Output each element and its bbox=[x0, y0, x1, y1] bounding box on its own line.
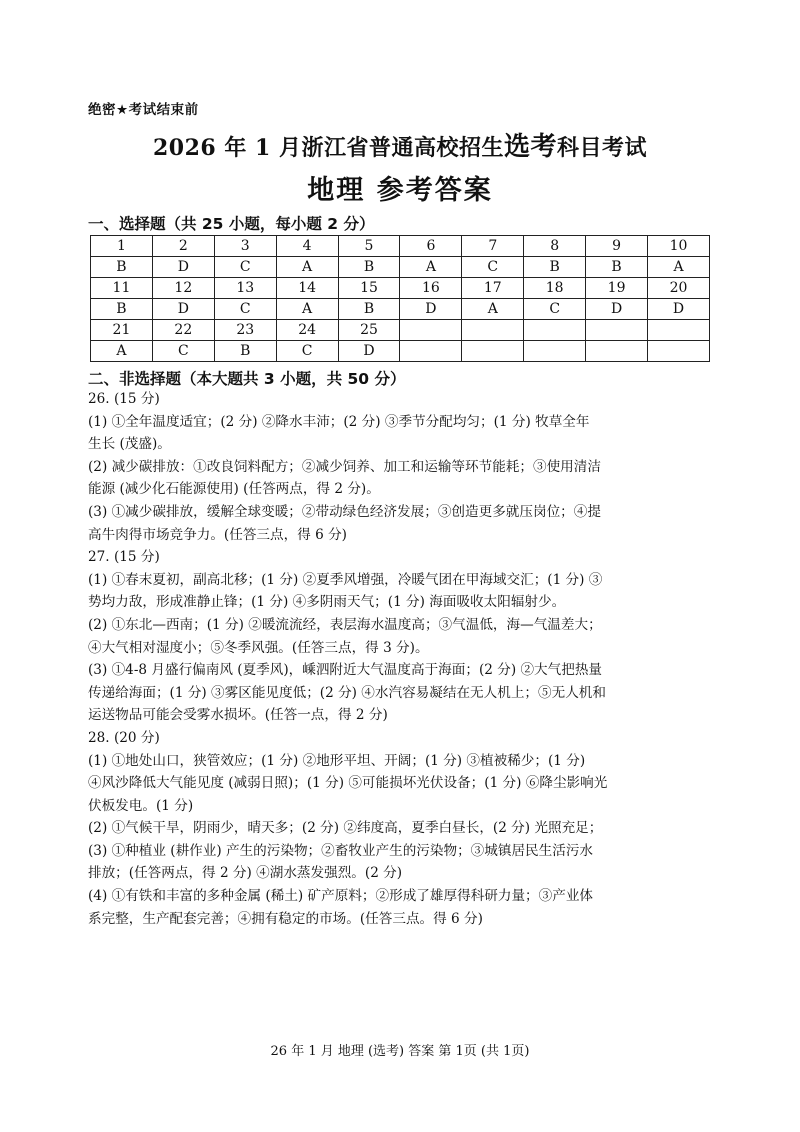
question-number-cell: 12 bbox=[152, 278, 214, 299]
answer-cell: C bbox=[276, 341, 338, 362]
answer-line: ④大气相对湿度小；⑤冬季风强。(任答三点，得 3 分)。 bbox=[88, 639, 429, 656]
question-number-cell: 8 bbox=[524, 236, 586, 257]
answer-cell: D bbox=[338, 341, 400, 362]
answer-line: (2) 减少碳排放：①改良饲料配方；②减少饲养、加工和运输等环节能耗；③使用清洁 bbox=[88, 458, 601, 475]
answer-row bbox=[91, 341, 710, 362]
answer-cell: B bbox=[214, 341, 276, 362]
answer-line: (3) ①4-8 月盛行偏南风 (夏季风)，嵊泗附近大气温度高于海面；(2 分) ②大气把热量 bbox=[88, 662, 603, 679]
answer-table bbox=[90, 235, 710, 362]
answer-line: 运送物品可能会受雾水损坏。(任答一点，得 2 分) bbox=[88, 707, 388, 724]
question-number-cell: 13 bbox=[214, 278, 276, 299]
question-number-cell bbox=[648, 320, 710, 341]
answer-line: 伏板发电。(1 分) bbox=[88, 797, 194, 814]
question-number-cell: 4 bbox=[276, 236, 338, 257]
answer-cell: B bbox=[91, 257, 153, 278]
secret-label: 绝密★考试结束前 bbox=[88, 102, 199, 118]
answer-cell: A bbox=[400, 257, 462, 278]
answer-cell bbox=[648, 341, 710, 362]
answer-cell: A bbox=[276, 257, 338, 278]
answer-cell: B bbox=[338, 299, 400, 320]
title-suffix: 科目考试 bbox=[557, 135, 648, 161]
question-number-cell bbox=[462, 320, 524, 341]
question-number-cell: 16 bbox=[400, 278, 462, 299]
answer-cell: A bbox=[91, 341, 153, 362]
answer-cell bbox=[524, 341, 586, 362]
question-number-row bbox=[91, 320, 710, 341]
answer-cell: B bbox=[91, 299, 153, 320]
question-number-cell: 2 bbox=[152, 236, 214, 257]
question-number-cell: 3 bbox=[214, 236, 276, 257]
title-prefix: 2026 年 1 月浙江省普通高校招生 bbox=[152, 135, 504, 161]
answer-table-body bbox=[91, 236, 710, 362]
answer-line: ④风沙降低大气能见度 (减弱日照)；(1 分) ⑤可能损坏光伏设备；(1 分) ⑥降尘影响光 bbox=[88, 775, 608, 792]
answer-line: 26. (15 分) bbox=[88, 391, 160, 407]
answer-line: (4) ①有铁和丰富的多种金属 (稀土) 矿产原料；②形成了雄厚得科研力量；③产业体 bbox=[88, 888, 594, 905]
question-number-cell: 15 bbox=[338, 278, 400, 299]
answer-cell: D bbox=[400, 299, 462, 320]
answer-cell: C bbox=[214, 257, 276, 278]
question-number-cell: 1 bbox=[91, 236, 153, 257]
page-title bbox=[0, 126, 800, 163]
question-number-row bbox=[91, 278, 710, 299]
question-number-cell: 14 bbox=[276, 278, 338, 299]
answer-cell: C bbox=[462, 257, 524, 278]
answer-cell: A bbox=[648, 257, 710, 278]
page-subtitle: 地理 参考答案 bbox=[307, 175, 493, 206]
answer-cell: B bbox=[586, 257, 648, 278]
answer-line: 高牛肉得市场竞争力。(任答三点，得 6 分) bbox=[88, 526, 347, 543]
answer-cell: D bbox=[152, 299, 214, 320]
answer-line: 27. (15 分) bbox=[88, 549, 160, 566]
answer-cell: C bbox=[152, 341, 214, 362]
answer-cell: B bbox=[524, 257, 586, 278]
question-number-row bbox=[91, 236, 710, 257]
answer-row bbox=[91, 299, 710, 320]
answer-line: 势均力敌，形成准静止锋；(1 分) ④多阴雨天气；(1 分) 海面吸收太阳辐射少。 bbox=[88, 594, 566, 611]
answer-line: (3) ①种植业 (耕作业) 产生的污染物；②畜牧业产生的污染物；③城镇居民生活污水 bbox=[88, 842, 594, 859]
answer-line: 系完整，生产配套完善；④拥有稳定的市场。(任答三点。得 6 分) bbox=[88, 910, 483, 927]
answer-cell: D bbox=[586, 299, 648, 320]
section-2-heading: 二、非选择题（本大题共 3 小题，共 50 分） bbox=[88, 370, 406, 388]
question-number-cell: 19 bbox=[586, 278, 648, 299]
question-number-cell: 10 bbox=[648, 236, 710, 257]
question-number-cell: 17 bbox=[462, 278, 524, 299]
question-number-cell: 5 bbox=[338, 236, 400, 257]
answer-cell bbox=[586, 341, 648, 362]
section-1-heading: 一、选择题（共 25 小题，每小题 2 分） bbox=[88, 215, 375, 233]
answer-row bbox=[91, 257, 710, 278]
answer-cell: C bbox=[214, 299, 276, 320]
section-2-body bbox=[88, 388, 716, 930]
answer-line: (3) ①减少碳排放，缓解全球变暖；②带动绿色经济发展；③创造更多就压岗位；④提 bbox=[88, 503, 601, 520]
question-number-cell: 25 bbox=[338, 320, 400, 341]
question-number-cell: 22 bbox=[152, 320, 214, 341]
answer-line: 排放；(任答两点，得 2 分) ④湖水蒸发强烈。(2 分) bbox=[88, 865, 403, 882]
question-number-cell: 7 bbox=[462, 236, 524, 257]
question-number-cell: 18 bbox=[524, 278, 586, 299]
question-number-cell: 21 bbox=[91, 320, 153, 341]
answer-line: (2) ①东北—西南；(1 分) ②暖流流经，表层海水温度高；③气温低，海—气温差大； bbox=[88, 616, 602, 633]
answer-line: (1) ①全年温度适宜；(2 分) ②降水丰沛；(2 分) ③季节分配均匀；(1 分) 牧草全年 bbox=[88, 413, 590, 430]
question-number-cell: 23 bbox=[214, 320, 276, 341]
answer-line: 28. (20 分) bbox=[88, 729, 160, 746]
question-number-cell bbox=[400, 320, 462, 341]
question-number-cell: 11 bbox=[91, 278, 153, 299]
question-number-cell: 6 bbox=[400, 236, 462, 257]
answer-line: (1) ①春末夏初，副高北移；(1 分) ②夏季风增强，冷暖气团在甲海域交汇；(1 分) ③ bbox=[88, 571, 603, 588]
page-footer: 26 年 1 月 地理 (选考) 答案 第 1页 (共 1页) bbox=[270, 1044, 530, 1059]
answer-cell bbox=[400, 341, 462, 362]
answer-cell: B bbox=[338, 257, 400, 278]
answer-line: 传递给海面；(1 分) ③雾区能见度低；(2 分) ④水汽容易凝结在无人机上；⑤无人机和 bbox=[88, 684, 606, 701]
answer-line: 生长 (茂盛)。 bbox=[88, 436, 171, 453]
answer-cell: A bbox=[462, 299, 524, 320]
question-number-cell: 9 bbox=[586, 236, 648, 257]
answer-cell: C bbox=[524, 299, 586, 320]
answer-line: (2) ①气候干旱，阴雨少，晴天多；(2 分) ②纬度高，夏季白昼长，(2 分) 光照充足； bbox=[88, 820, 603, 837]
question-number-cell: 24 bbox=[276, 320, 338, 341]
question-number-cell bbox=[586, 320, 648, 341]
question-number-cell bbox=[524, 320, 586, 341]
answer-cell: D bbox=[152, 257, 214, 278]
answer-cell bbox=[462, 341, 524, 362]
answer-cell: A bbox=[276, 299, 338, 320]
title-emphasis: 选考 bbox=[504, 132, 558, 162]
answer-cell: D bbox=[648, 299, 710, 320]
question-number-cell: 20 bbox=[648, 278, 710, 299]
answer-line: 能源 (减少化石能源使用) (任答两点，得 2 分)。 bbox=[88, 481, 380, 498]
answer-line: (1) ①地处山口，狭管效应；(1 分) ②地形平坦、开阔；(1 分) ③植被稀少；(1 分) bbox=[88, 752, 586, 769]
